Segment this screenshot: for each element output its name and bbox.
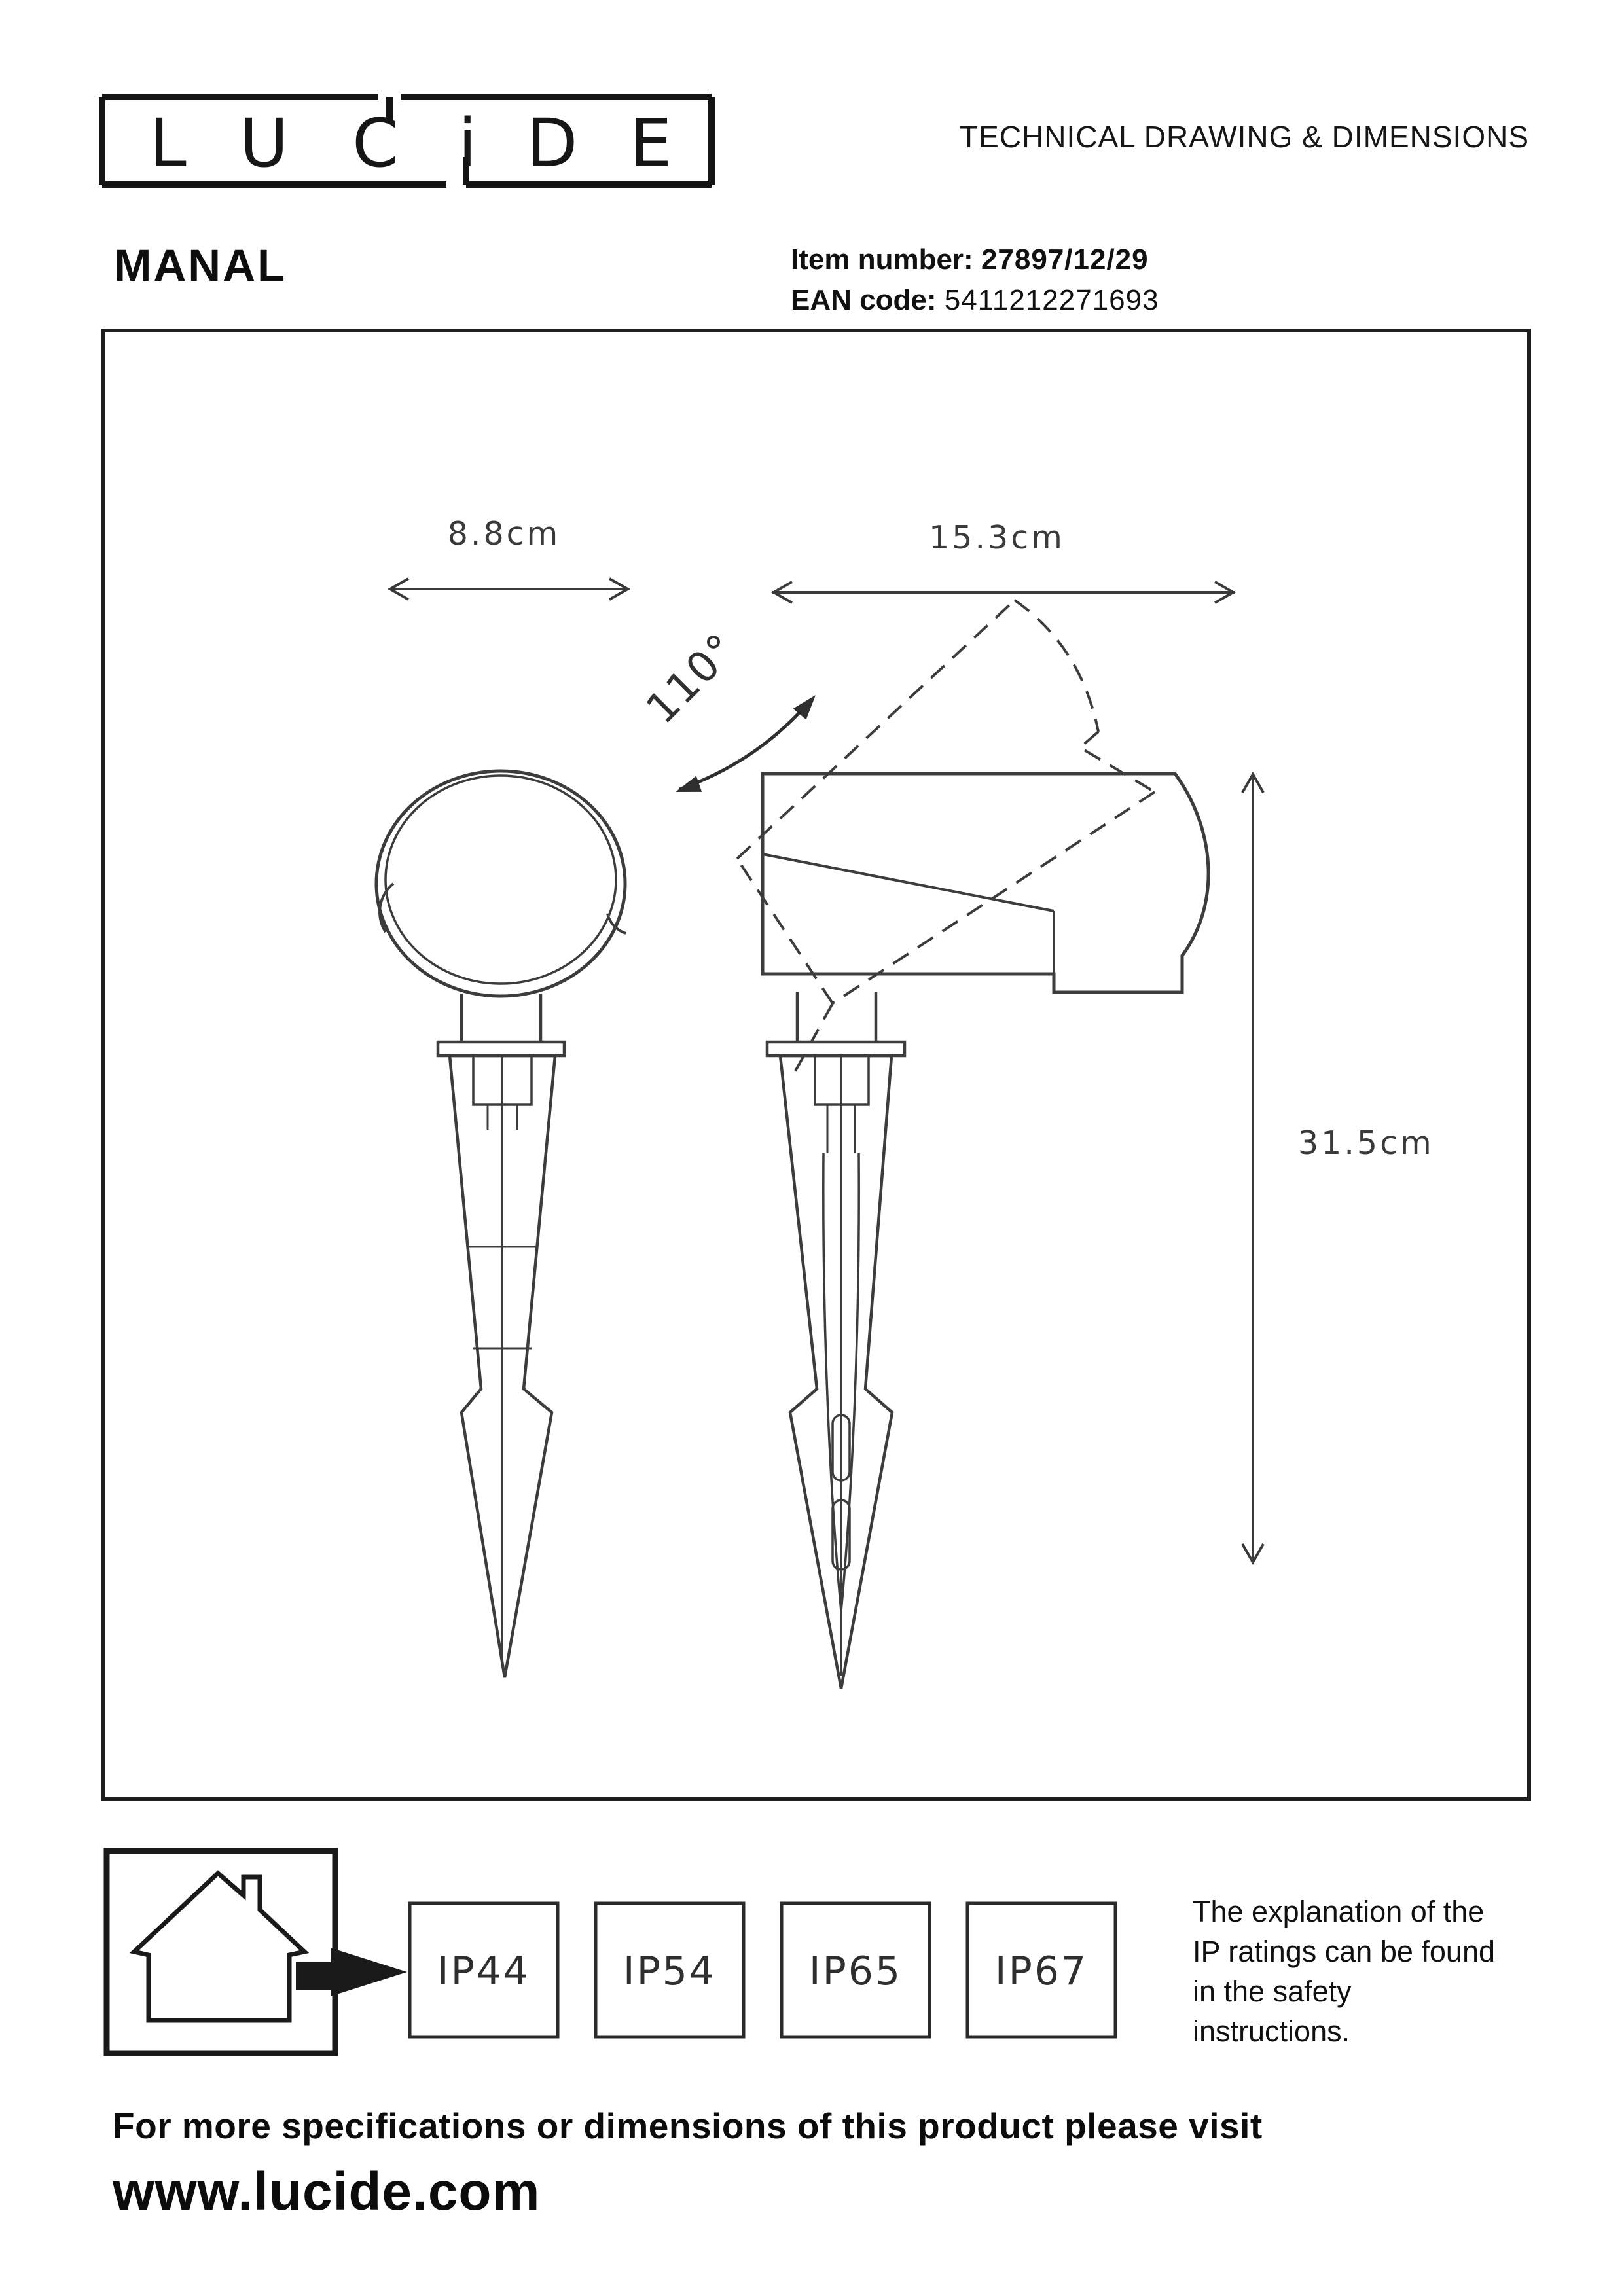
ip-rating-label: IP65 <box>808 1948 903 1994</box>
product-codes <box>791 240 1159 321</box>
dim-label-height: 31.5cm <box>1298 1124 1434 1162</box>
ip-rating-label: IP54 <box>623 1948 717 1994</box>
tilted-edge-long-upper <box>737 600 1015 859</box>
side-body-inner-line <box>763 854 1054 974</box>
side-body-outline <box>763 774 1208 992</box>
side-stem <box>797 992 876 1042</box>
tilted-edge-long-lower <box>833 792 1155 1003</box>
side-view <box>737 600 1208 1689</box>
logo-letter-d: D <box>526 105 578 183</box>
tilt-angle-label: 110° <box>637 624 747 734</box>
dimension-arrows <box>389 579 1263 1564</box>
tilt-angle-arc <box>679 699 812 789</box>
tilted-edge-step <box>1080 732 1155 792</box>
ip-rating-label: IP67 <box>994 1948 1089 1994</box>
footer-website: www.lucide.com <box>113 2162 541 2221</box>
ip-note-line: IP ratings can be found <box>1193 1935 1495 1968</box>
dim-label-side-width: 15.3cm <box>929 519 1065 556</box>
logo-letters <box>149 105 672 183</box>
front-stem <box>461 994 541 1042</box>
ip-ratings-note <box>1193 1892 1495 2051</box>
front-plate <box>438 1042 564 1056</box>
item-number-value: 27897/12/29 <box>981 243 1149 276</box>
front-head-inner-ring <box>386 776 616 984</box>
front-view <box>376 771 626 1677</box>
tilted-edge-back <box>737 859 833 1003</box>
arrow-tip <box>331 1948 407 1996</box>
arrow-shaft <box>296 1962 335 1990</box>
ean-code-row <box>791 280 1159 321</box>
tilted-edge-end <box>1015 600 1098 732</box>
document-title: TECHNICAL DRAWING & DIMENSIONS <box>960 120 1529 154</box>
ip-note-line: in the safety <box>1193 1975 1352 2008</box>
logo-letter-c: C <box>352 105 399 183</box>
item-number-row <box>791 240 1159 280</box>
logo-letter-l: L <box>149 105 187 183</box>
ip-pictogram-row <box>107 1851 1115 2053</box>
logo-letter-i: i <box>458 105 477 183</box>
logo-letter-e: E <box>630 105 672 183</box>
side-spike-outline <box>780 1056 892 1689</box>
side-plate <box>767 1042 905 1056</box>
product-name: MANAL <box>114 240 287 291</box>
front-head-outer-ring <box>376 771 625 996</box>
outdoor-arrow-icon <box>296 1948 407 1996</box>
item-number-label: Item number: <box>791 243 973 276</box>
ip-note-line: The explanation of the <box>1193 1895 1485 1928</box>
logo-letter-u: U <box>240 105 289 183</box>
ean-code-value: 5411212271693 <box>944 284 1159 316</box>
tilted-stem-dash <box>793 1003 833 1075</box>
ip-rating-label: IP44 <box>437 1948 531 1994</box>
side-body-tilted-dashed <box>737 600 1155 1075</box>
house-icon <box>134 1873 304 2020</box>
arc-arrow-head-icon <box>673 776 702 800</box>
ean-code-label: EAN code: <box>791 284 937 316</box>
footer-text: For more specifications or dimensions of this product please visit <box>113 2106 1263 2146</box>
dim-label-front-width: 8.8cm <box>447 515 561 552</box>
lucide-logo <box>102 97 712 185</box>
ip-note-line: instructions. <box>1193 2015 1350 2048</box>
